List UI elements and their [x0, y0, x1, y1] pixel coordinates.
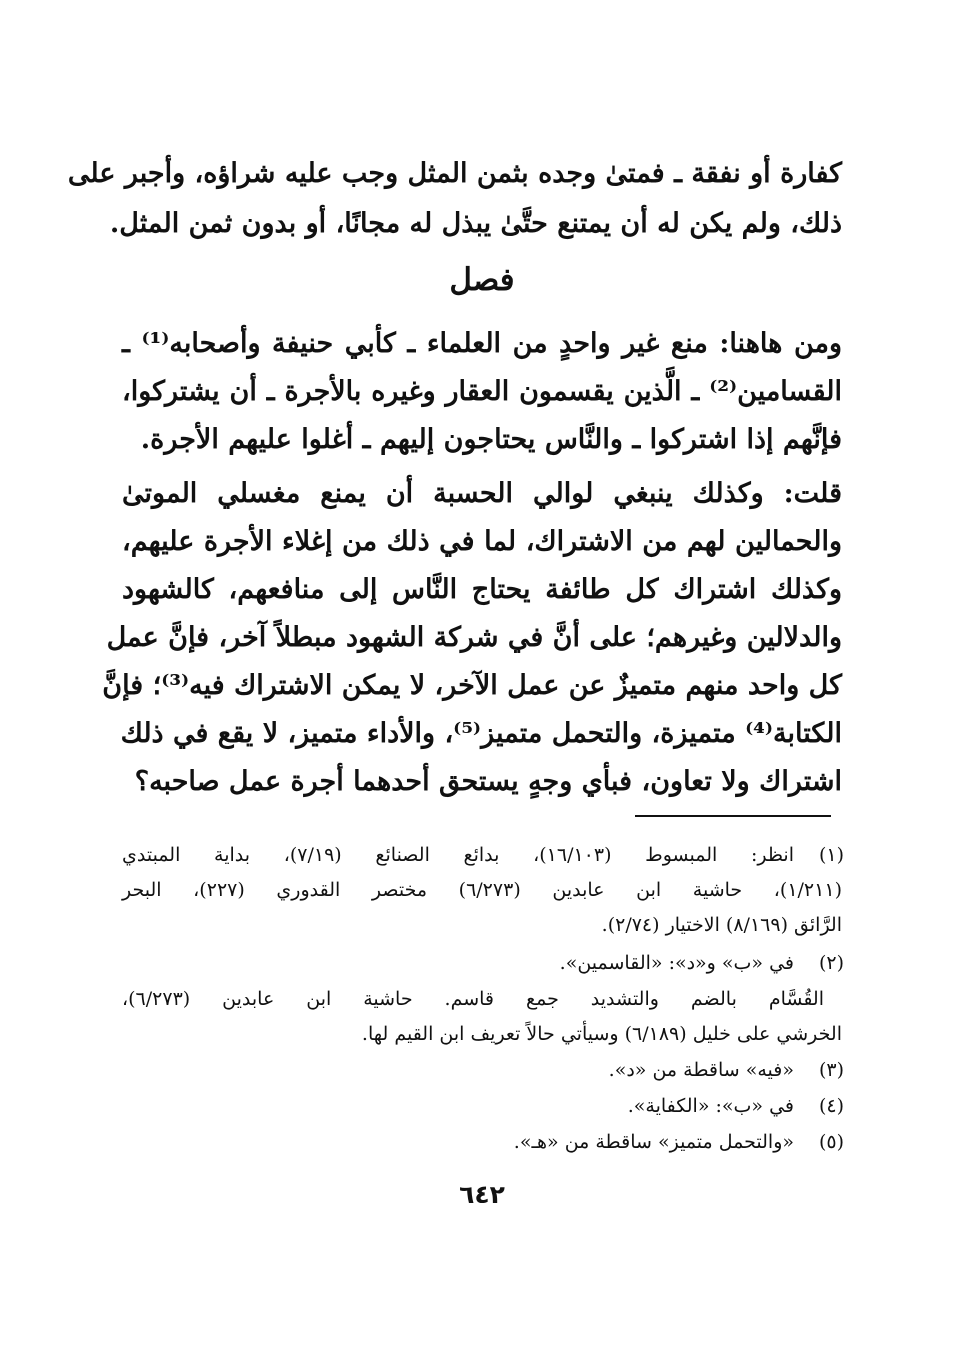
footnote-line: في «ب»: «الكفاية». [627, 1095, 794, 1117]
footnote-line: (١/٢١١)، حاشية ابن عابدين (٦/٢٧٣) مختصر القدوري (٢٢٧)، البحر [122, 879, 842, 901]
footnote-number: (٣) [818, 1059, 844, 1081]
intro-line: ذلك، ولم يكن له أن يمتنع حتَّىٰ يبذل له مجانًا، أو بدون ثمن المثل. [109, 208, 842, 239]
paragraph-line: اشتراك ولا تعاون، فبأي وجهٍ يستحق أحدهما أجرة عمل صاحبه؟ [134, 766, 842, 797]
paragraph-line: القسامين⁽²⁾ ـ الَّذين يقسمون العقار وغيره بالأجرة ـ أن يشتركوا، [122, 376, 842, 407]
footnote-line: في «ب» و«د»: «القاسمين». [559, 952, 794, 974]
paragraph-line: والحمالين لهم من الاشتراك، لما في ذلك من إغلاء الأجرة عليهم، [122, 526, 842, 557]
footnote-number: (٢) [818, 952, 844, 974]
footnote-line: «فيه» ساقطة من «د». [608, 1059, 794, 1081]
footnote-line: القُسَّام بالضم والتشديد جمع قاسم. حاشية ابن عابدين (٦/٢٧٣)، [122, 988, 824, 1010]
page-number: ٦٤٢ [459, 1180, 505, 1209]
footnote-line: الرَّائق (٨/١٦٩) الاختيار (٢/٧٤). [601, 914, 842, 936]
paragraph-line: فإنَّهم إذا اشتركوا ـ والنَّاس يحتاجون إليهم ـ أغلوا عليهم الأجرة. [140, 424, 842, 455]
paragraph-line: والدلالين وغيرهم؛ على أنَّ في شركة الشهود مبطلاً آخر، فإنَّ عمل [106, 622, 842, 653]
footnote-line: «والتحمل متميز» ساقطة من «هـ». [513, 1131, 794, 1153]
paragraph-line: قلت: وكذلك ينبغي لوالي الحسبة أن يمنع مغسلي الموتىٰ [122, 478, 842, 509]
footnote-number: (١) [818, 844, 844, 866]
paragraph-line: ومن هاهنا: منع غير واحدٍ من العلماء ـ كأبي حنيفة وأصحابه⁽¹⁾ ـ [122, 328, 843, 359]
paragraph-line: الكتابة⁽⁴⁾ متميزة، والتحمل متميز⁽⁵⁾، والأداء متميز، لا يقع في ذلك [120, 718, 842, 749]
footnote-line: انظر: المبسوط (١٦/١٠٣)، بدائع الصنائع (٧/١٩)، بداية المبتدي [122, 844, 794, 866]
paragraph-line: كل واحد منهم متميزٌ عن عمل الآخر، لا يمكن الاشتراك فيه⁽³⁾؛ فإنَّ [102, 670, 842, 701]
intro-line: كفارة أو نفقة ـ فمتىٰ وجده بثمن المثل وجب عليه شراؤه، وأجبر على [67, 158, 842, 189]
paragraph-line: وكذلك اشتراك كل طائفة يحتاج النَّاس إلى منافعهم، كالشهود [122, 574, 842, 605]
section-heading: فصل [449, 262, 515, 298]
footnote-number: (٥) [818, 1131, 844, 1153]
footnote-line: الخرشي على خليل (٦/١٨٩) وسيأتي حالاً تعريف ابن القيم لها. [361, 1023, 842, 1045]
footnote-number: (٤) [818, 1095, 844, 1117]
footnote-divider [635, 815, 831, 817]
